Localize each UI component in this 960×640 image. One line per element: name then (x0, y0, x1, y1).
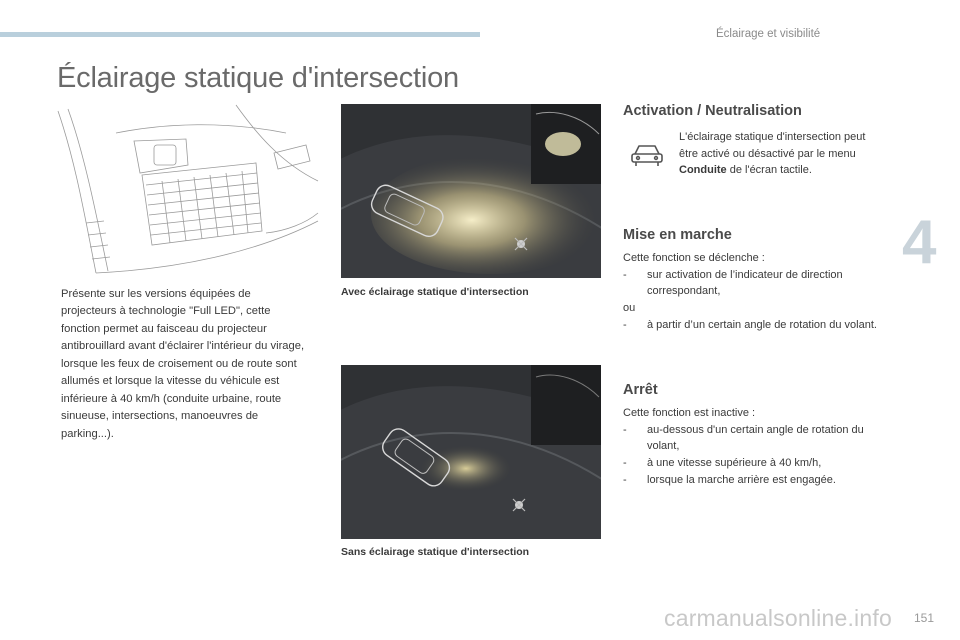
section-title: Éclairage et visibilité (716, 28, 821, 40)
photo-without-intersection-lighting (341, 365, 601, 539)
arret-intro: Cette fonction est inactive : (623, 407, 756, 419)
mise-en-marche-list-2 (623, 317, 885, 334)
page-title: Éclairage statique d'intersection (57, 62, 459, 94)
activation-text-part1: L'éclairage statique d'intersection peut être activé ou désactivé par le menu (679, 131, 866, 160)
list-item: - au-dessous d'un certain angle de rotation du volant, (623, 422, 885, 455)
arret-list (623, 422, 885, 489)
mise-en-marche-separator: ou (623, 302, 636, 315)
arret-block (623, 405, 885, 489)
photo-with-intersection-lighting (341, 104, 601, 278)
activation-text-part2: de l'écran tactile. (726, 164, 812, 177)
chapter-number: 4 (902, 208, 937, 277)
mise-en-marche-title: Mise en marche (623, 227, 732, 243)
activation-text (679, 129, 884, 179)
list-item: - sur activation de l’indicateur de direction correspondant, (623, 267, 885, 300)
road-scene-lit (341, 104, 601, 278)
arret-title: Arrêt (623, 382, 658, 398)
caption-with-lighting: Avec éclairage statique d'intersection (341, 286, 529, 298)
header-accent-bar (0, 32, 480, 37)
page-number: 151 (914, 611, 935, 625)
list-item: - lorsque la marche arrière est engagée. (623, 472, 885, 489)
caption-without-lighting: Sans éclairage statique d'intersection (341, 546, 530, 558)
road-scene-unlit (341, 365, 601, 539)
watermark: carmanualsonline.info (664, 605, 892, 631)
bumper-fog-light-illustration (56, 103, 321, 275)
intro-paragraph: Présente sur les versions équipées de projecteurs à technologie "Full LED", cette fonction permet au faisceau du projecteur antibrouillard avant d'éclairer l'intérieur du virage, lorsque les feux de croisement ou de route sont allumés et lorsque la vitesse du véhicule est inférieure à 40 km/h (conduite urbaine, route sinueuse, intersections, manoeuvres de parking...). (61, 288, 305, 440)
mise-en-marche-intro: Cette fonction se déclenche : (623, 252, 765, 264)
mise-en-marche-block (623, 250, 885, 334)
list-item: - à une vitesse supérieure à 40 km/h, (623, 455, 885, 472)
car-icon (630, 142, 664, 168)
activation-title: Activation / Neutralisation (623, 103, 802, 119)
list-item: - à partir d’un certain angle de rotation du volant. (623, 317, 885, 334)
activation-menu-name: Conduite (679, 164, 727, 177)
mise-en-marche-list-1 (623, 267, 885, 300)
